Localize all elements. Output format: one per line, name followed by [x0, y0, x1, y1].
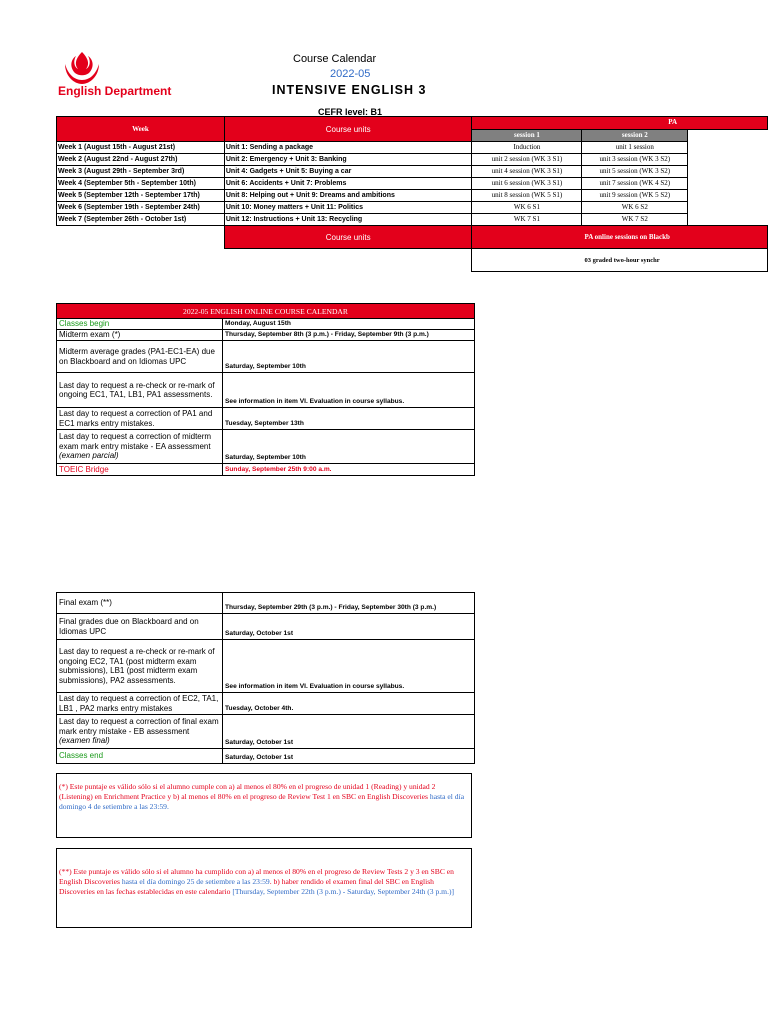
calendar-value: Saturday, October 1st: [223, 614, 475, 640]
department-name: English Department: [58, 84, 172, 98]
calendar-label-text: Last day to request a correction of midterm exam mark entry mistake - EA assessment: [59, 432, 212, 451]
schedule-cell-units: Unit 10: Money matters + Unit 11: Politics: [224, 202, 472, 214]
note-final: [56, 848, 472, 928]
schedule-row: [57, 142, 768, 154]
schedule-cell-s1: unit 4 session (WK 3 S1): [472, 166, 582, 178]
calendar-label-text: Midterm average grades (PA1-EC1-EA) due on Blackboard and on Idiomas UPC: [59, 347, 215, 366]
schedule-cell-week: Week 2 (August 22nd - August 27th): [57, 154, 225, 166]
calendar-label-text: Last day to request a re-check or re-mark of ongoing EC1, TA1, LB1, PA1 assessments.: [59, 380, 215, 399]
schedule-cell-s2: unit 3 session (WK 3 S2): [582, 154, 688, 166]
calendar-value: Monday, August 15th: [223, 319, 475, 330]
schedule-table: [56, 116, 768, 272]
final-calendar-table: [56, 592, 475, 764]
schedule-cell-s2: WK 7 S2: [582, 214, 688, 226]
calendar-label-text: Last day to request a correction of final exam mark entry mistake - EB assessment: [59, 717, 219, 736]
calendar-label-text: Last day to request a correction of PA1 and EC1 marks entry mistakes.: [59, 409, 213, 428]
online-calendar-table: [56, 303, 475, 476]
note-final-deadline: hasta el día domingo 25 de setiembre a las 23:59: [119, 877, 270, 886]
schedule-cell-units: Unit 4: Gadgets + Unit 5: Buying a car: [224, 166, 472, 178]
course-title: INTENSIVE ENGLISH 3: [272, 83, 427, 97]
upc-logo-icon: [62, 50, 102, 86]
schedule-row: [57, 214, 768, 226]
calendar-label-text: Last day to request a re-check or re-mark of ongoing EC2, TA1 (post midterm exam submissions), LB1 (post midterm exam submissions), PA2 assessments.: [59, 647, 215, 685]
calendar-label-text: Classes begin: [59, 319, 110, 329]
pa-footer: PA online sessions on Blackb: [472, 226, 768, 249]
calendar-value: Thursday, September 8th (3 p.m.) - Friday, September 9th (3 p.m.): [223, 330, 475, 341]
schedule-cell-week: Week 5 (September 12th - September 17th): [57, 190, 225, 202]
cefr-level: CEFR level: B1: [318, 107, 383, 117]
schedule-cell-units: Unit 2: Emergency + Unit 3: Banking: [224, 154, 472, 166]
schedule-row: [57, 154, 768, 166]
online-calendar-title: 2022-05 ENGLISH ONLINE COURSE CALENDAR: [57, 304, 475, 319]
calendar-label-text: Classes end: [59, 751, 104, 761]
calendar-row: [57, 330, 475, 341]
schedule-cell-s2: WK 6 S2: [582, 202, 688, 214]
note-midterm: [56, 773, 472, 838]
schedule-cell-s1: unit 2 session (WK 3 S1): [472, 154, 582, 166]
calendar-label: [57, 640, 223, 693]
note-midterm-deadline: hasta el día domingo 4 de setiembre a las 23:59.: [59, 792, 465, 811]
calendar-label: [57, 408, 223, 430]
note-midterm-text: (*) Este puntaje es válido sólo si el alumno cumple con a) al menos el 80% en el progreso de unidad 1 (Reading) y unidad 2 (Listening) en Enrichment Practice y b) al menos el 80% en el progreso de Review Test 1 en SBC en English Discoveries: [59, 782, 436, 801]
schedule-cell-s2: unit 5 session (WK 3 S2): [582, 166, 688, 178]
calendar-label: [57, 614, 223, 640]
session1-header: session 1: [472, 129, 582, 142]
calendar-value: Sunday, September 25th 9:00 a.m.: [223, 464, 475, 476]
term-label: 2022-05: [330, 68, 371, 80]
schedule-row: [57, 202, 768, 214]
schedule-cell-s1: WK 6 S1: [472, 202, 582, 214]
calendar-value: Saturday, September 10th: [223, 430, 475, 464]
course-calendar-title: Course Calendar: [293, 53, 377, 65]
calendar-value: Saturday, September 10th: [223, 341, 475, 373]
calendar-value: Thursday, September 29th (3 p.m.) - Friday, September 30th (3 p.m.): [223, 593, 475, 614]
schedule-cell-week: Week 7 (September 26th - October 1st): [57, 214, 225, 226]
calendar-value: Tuesday, September 13th: [223, 408, 475, 430]
calendar-label-italic: (examen final): [59, 736, 110, 746]
calendar-label-text: TOEIC Bridge: [59, 464, 109, 474]
schedule-cell-week: Week 4 (September 5th - September 10th): [57, 178, 225, 190]
note-final-text: (**) Este puntaje es válido sólo si el alumno ha cumplido con a) al menos el 80% en el progreso de Review Tests 2 y 3 en SBC en English Discoveries: [59, 867, 454, 886]
schedule-cell-units: Unit 1: Sending a package: [224, 142, 472, 154]
note-final-text2: . b) haber rendido el examen final del SBC en English Discoveries en las fechas establecidas en este calendario: [59, 877, 434, 896]
calendar-value: See information in item VI. Evaluation in course syllabus.: [223, 373, 475, 408]
calendar-value: Saturday, October 1st: [223, 749, 475, 764]
calendar-label: [57, 693, 223, 715]
calendar-row: [57, 430, 475, 464]
calendar-row: [57, 693, 475, 715]
calendar-row: [57, 464, 475, 476]
calendar-row: [57, 319, 475, 330]
schedule-cell-week: Week 1 (August 15th - August 21st): [57, 142, 225, 154]
session2-header: session 2: [582, 129, 688, 142]
note-final-dates: [Thursday, September 22th (3 p.m.) - Saturday, September 24th (3 p.m.)]: [232, 887, 455, 896]
schedule-cell-s2: unit 9 session (WK 5 S2): [582, 190, 688, 202]
week-header: Week: [57, 117, 225, 142]
calendar-row: [57, 373, 475, 408]
calendar-label-text: Last day to request a correction of EC2, TA1, LB1 , PA2 marks entry mistakes: [59, 694, 219, 713]
units-footer: Course units: [224, 226, 472, 249]
calendar-row: [57, 614, 475, 640]
schedule-cell-s1: unit 8 session (WK 5 S1): [472, 190, 582, 202]
schedule-cell-units: Unit 12: Instructions + Unit 13: Recycling: [224, 214, 472, 226]
schedule-cell-week: Week 3 (August 29th - September 3rd): [57, 166, 225, 178]
schedule-cell-s2: unit 7 session (WK 4 S2): [582, 178, 688, 190]
calendar-label: [57, 464, 223, 476]
calendar-row: [57, 408, 475, 430]
calendar-label: [57, 715, 223, 749]
units-header: Course units: [224, 117, 472, 142]
schedule-row: [57, 178, 768, 190]
calendar-label-text: Final exam (**): [59, 598, 112, 608]
schedule-cell-week: Week 6 (September 19th - September 24th): [57, 202, 225, 214]
calendar-value: Tuesday, October 4th.: [223, 693, 475, 715]
schedule-cell-units: Unit 6: Accidents + Unit 7: Problems: [224, 178, 472, 190]
schedule-cell-s1: Induction: [472, 142, 582, 154]
calendar-label: [57, 749, 223, 764]
schedule-cell-s1: unit 6 session (WK 3 S1): [472, 178, 582, 190]
calendar-label-italic: (examen parcial): [59, 451, 119, 461]
calendar-label: [57, 319, 223, 330]
calendar-label: [57, 330, 223, 341]
schedule-cell-s2: unit 1 session: [582, 142, 688, 154]
calendar-row: [57, 715, 475, 749]
calendar-label-text: Midterm exam (*): [59, 330, 121, 340]
schedule-row: [57, 166, 768, 178]
calendar-row: [57, 341, 475, 373]
calendar-label: [57, 593, 223, 614]
calendar-label: [57, 430, 223, 464]
pa-note: 03 graded two-hour synchr: [472, 249, 768, 272]
calendar-label-text: Final grades due on Blackboard and on Idiomas UPC: [59, 617, 199, 636]
calendar-row: [57, 749, 475, 764]
schedule-cell-s1: WK 7 S1: [472, 214, 582, 226]
schedule-row: [57, 190, 768, 202]
calendar-value: Saturday, October 1st: [223, 715, 475, 749]
calendar-row: [57, 640, 475, 693]
pa-header: PA: [472, 117, 768, 130]
calendar-row: [57, 593, 475, 614]
schedule-cell-units: Unit 8: Helping out + Unit 9: Dreams and ambitions: [224, 190, 472, 202]
calendar-label: [57, 341, 223, 373]
calendar-value: See information in item VI. Evaluation in course syllabus.: [223, 640, 475, 693]
calendar-label: [57, 373, 223, 408]
